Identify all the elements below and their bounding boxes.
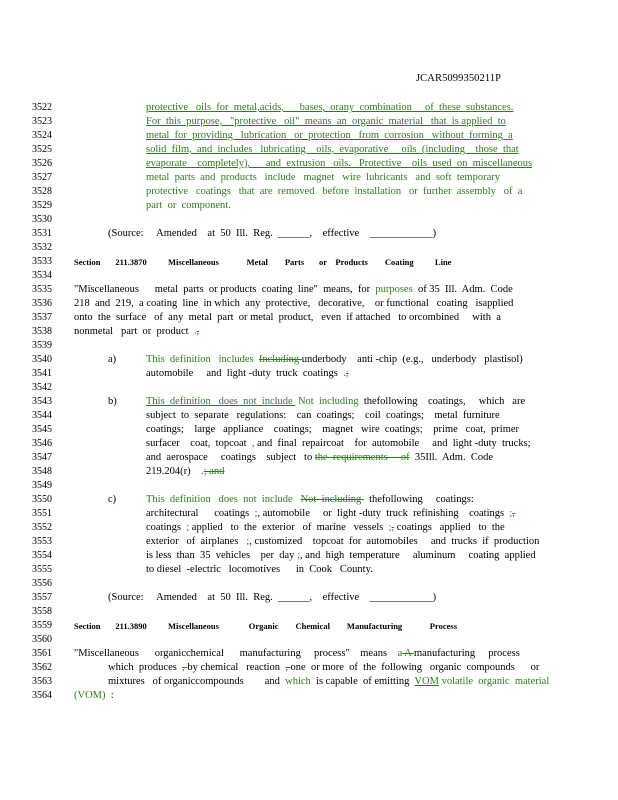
line-text bbox=[146, 535, 539, 549]
line-text bbox=[108, 661, 539, 675]
deleted-text: ; bbox=[345, 368, 349, 379]
line-number: 3562 bbox=[32, 662, 52, 673]
document-line bbox=[0, 157, 618, 171]
inserted-text: VOM bbox=[414, 676, 439, 687]
line-text bbox=[74, 255, 451, 270]
line-number: 3526 bbox=[32, 158, 52, 169]
line-number: 3525 bbox=[32, 144, 52, 155]
line-number: 3547 bbox=[32, 452, 52, 463]
document-line bbox=[0, 661, 618, 675]
deleted-text: A bbox=[402, 648, 414, 659]
line-number: 3530 bbox=[32, 214, 52, 225]
text-run: ) bbox=[432, 228, 437, 239]
text-run: 219.204(r) bbox=[146, 466, 196, 477]
subsection-label: c) bbox=[108, 494, 117, 505]
inserted-text: For this purpose, "protective oil" means an organic material that is applied to bbox=[146, 116, 506, 127]
document-line bbox=[0, 367, 618, 381]
inserted-text: which bbox=[285, 676, 311, 687]
deleted-text: , bbox=[391, 522, 395, 533]
document-line bbox=[0, 493, 618, 507]
text-run: to diesel -electric locomotives in Cook County. bbox=[146, 564, 373, 575]
line-text bbox=[74, 311, 501, 325]
document-line bbox=[0, 437, 618, 451]
text-run: which produces bbox=[108, 662, 183, 673]
line-text bbox=[146, 171, 500, 185]
line-number: 3531 bbox=[32, 228, 52, 239]
document-line bbox=[0, 395, 618, 409]
line-number: 3550 bbox=[32, 494, 52, 505]
inserted-text: metal for providing lubrication or protection from corrosion without forming a bbox=[146, 130, 513, 141]
line-text bbox=[146, 367, 349, 381]
document-line bbox=[0, 143, 618, 157]
text-run: 218 and 219, a coating line in which any protective, decorative, or functional coating isapplied bbox=[74, 298, 514, 309]
line-text bbox=[146, 353, 523, 367]
text-run: ____________ bbox=[369, 592, 433, 603]
line-text bbox=[74, 647, 520, 661]
document-line bbox=[0, 255, 618, 269]
line-text bbox=[74, 619, 457, 634]
text-run: surfacer coat, topcoat bbox=[146, 438, 252, 449]
line-number: 3561 bbox=[32, 648, 52, 659]
text-run: is less than 35 vehicles per day bbox=[146, 550, 298, 561]
text-run: ______ bbox=[278, 592, 310, 603]
line-number: 3539 bbox=[32, 340, 52, 351]
subsection-label: a) bbox=[108, 354, 117, 365]
document-line bbox=[0, 129, 618, 143]
line-number: 3522 bbox=[32, 102, 52, 113]
document-line bbox=[0, 115, 618, 129]
text-run: coatings; large appliance coatings; magnet wire coatings; prime coat, primer bbox=[146, 424, 520, 435]
text-run: , and high temperature aluminum coating applied bbox=[299, 550, 536, 561]
text-run: ) bbox=[432, 592, 437, 603]
line-text bbox=[146, 199, 231, 213]
text-run: coatings bbox=[146, 522, 187, 533]
document-line bbox=[0, 577, 618, 591]
document-line bbox=[0, 213, 618, 227]
text-run: nonmetal part or product bbox=[74, 326, 194, 337]
line-text bbox=[146, 101, 513, 115]
document-line bbox=[0, 381, 618, 395]
inserted-text: This definition does not include bbox=[146, 494, 301, 505]
inserted-text: Not including bbox=[295, 396, 359, 407]
line-number: 3538 bbox=[32, 326, 52, 337]
line-text bbox=[146, 129, 513, 143]
deleted-text: , bbox=[285, 662, 291, 673]
line-text bbox=[74, 283, 513, 297]
line-text bbox=[146, 465, 224, 479]
text-run: one or more of the following organic compounds or bbox=[290, 662, 540, 673]
document-line bbox=[0, 479, 618, 493]
inserted-text: a bbox=[397, 648, 403, 659]
deleted-text: Not including bbox=[300, 494, 364, 505]
document-line bbox=[0, 689, 618, 703]
document-line bbox=[0, 535, 618, 549]
line-text bbox=[146, 395, 525, 409]
line-number: 3524 bbox=[32, 130, 52, 141]
document-line bbox=[0, 647, 618, 661]
line-number: 3546 bbox=[32, 438, 52, 449]
line-number: 3557 bbox=[32, 592, 52, 603]
document-line bbox=[0, 507, 618, 521]
document-line bbox=[0, 297, 618, 311]
text-run: , customized topcoat for automobiles and trucks if production bbox=[249, 536, 540, 547]
deleted-text: ; and bbox=[203, 466, 225, 477]
line-number: 3545 bbox=[32, 424, 52, 435]
line-text bbox=[108, 675, 549, 689]
line-number: 3554 bbox=[32, 550, 52, 561]
text-run: (Source: Amended at 50 Ill. Reg. bbox=[108, 228, 279, 239]
text-run: architectural coatings bbox=[146, 508, 255, 519]
line-text bbox=[74, 689, 114, 703]
document-line bbox=[0, 563, 618, 577]
line-text bbox=[146, 437, 531, 451]
deleted-text: the requirements of bbox=[314, 452, 410, 463]
text-run: thefollowing coatings: bbox=[363, 494, 474, 505]
line-text bbox=[146, 451, 493, 465]
line-number: 3542 bbox=[32, 382, 52, 393]
line-text bbox=[146, 409, 500, 423]
inserted-text: solid film, and includes lubricating oils, evaporative oils (including those that bbox=[146, 144, 519, 155]
text-run: , effective bbox=[309, 228, 370, 239]
deleted-text: , bbox=[196, 326, 200, 337]
document-line bbox=[0, 675, 618, 689]
document-line bbox=[0, 451, 618, 465]
line-number: 3551 bbox=[32, 508, 52, 519]
document-line bbox=[0, 185, 618, 199]
inserted-text: . bbox=[193, 326, 197, 337]
inserted-text: ; bbox=[297, 550, 300, 561]
inserted-text: part or component. bbox=[146, 200, 231, 211]
text-run: and aerospace coatings subject to bbox=[146, 452, 315, 463]
text-run: and final repaircoat for automobile and light -duty trucks; bbox=[254, 438, 531, 449]
line-number: 3536 bbox=[32, 298, 52, 309]
line-number: 3537 bbox=[32, 312, 52, 323]
text-run: exterior of airplanes bbox=[146, 536, 247, 547]
text-run: "Miscellaneous metal parts or products coating line" means, for bbox=[74, 284, 376, 295]
line-text bbox=[146, 521, 505, 535]
text-run: manufacturing process bbox=[413, 648, 520, 659]
text-run: of 35 Ill. Adm. Code bbox=[412, 284, 513, 295]
document-line bbox=[0, 171, 618, 185]
line-text bbox=[108, 227, 436, 241]
document-line bbox=[0, 521, 618, 535]
text-run: thefollowing coatings, which are bbox=[358, 396, 526, 407]
line-number: 3553 bbox=[32, 536, 52, 547]
line-text bbox=[146, 423, 519, 437]
inserted-text: ; bbox=[388, 522, 392, 533]
document-line bbox=[0, 283, 618, 297]
line-number: 3532 bbox=[32, 242, 52, 253]
line-number: 3533 bbox=[32, 256, 52, 267]
line-number: 3527 bbox=[32, 172, 52, 183]
inserted-text: protective coatings that are removed before installation or further assembly of a bbox=[146, 186, 523, 197]
deleted-text: Including bbox=[258, 354, 302, 365]
inserted-text: . bbox=[343, 368, 346, 379]
inserted-text: evaporate completely), and extrusion oils. Protective oils used on miscellaneous bbox=[146, 158, 533, 169]
text-run: by chemical reaction bbox=[187, 662, 286, 673]
line-number: 3563 bbox=[32, 676, 52, 687]
text-run: is capable of emitting bbox=[310, 676, 415, 687]
document-line bbox=[0, 311, 618, 325]
document-line bbox=[0, 353, 618, 367]
line-number: 3558 bbox=[32, 606, 52, 617]
document-line bbox=[0, 325, 618, 339]
line-number: 3529 bbox=[32, 200, 52, 211]
line-text bbox=[146, 157, 532, 171]
document-line bbox=[0, 633, 618, 647]
line-number: 3559 bbox=[32, 620, 52, 631]
line-text bbox=[74, 297, 513, 311]
text-run: onto the surface of any metal part or metal product, even if attached to orcombined with a bbox=[74, 312, 501, 323]
text-run: , automobile or light -duty truck refinishing coatings bbox=[257, 508, 510, 519]
line-number: 3556 bbox=[32, 578, 52, 589]
section-heading: Section 211.3890 Miscellaneous Organic Chemical Manufacturing Process bbox=[74, 621, 458, 631]
document-line bbox=[0, 199, 618, 213]
text-run: mixtures of organiccompounds and bbox=[108, 676, 286, 687]
deleted-text: , bbox=[182, 662, 188, 673]
text-run: , effective bbox=[309, 592, 370, 603]
document-line bbox=[0, 619, 618, 633]
line-number: 3564 bbox=[32, 690, 52, 701]
deleted-text: , bbox=[512, 508, 515, 519]
document-line bbox=[0, 241, 618, 255]
line-text bbox=[146, 549, 536, 563]
document-line bbox=[0, 423, 618, 437]
line-text bbox=[146, 143, 519, 157]
line-number: 3535 bbox=[32, 284, 52, 295]
text-run: ____________ bbox=[369, 228, 433, 239]
line-number: 3541 bbox=[32, 368, 52, 379]
document-line bbox=[0, 269, 618, 283]
line-number: 3534 bbox=[32, 270, 52, 281]
inserted-text: ; bbox=[246, 536, 250, 547]
subsection-label: b) bbox=[108, 396, 117, 407]
line-number: 3528 bbox=[32, 186, 52, 197]
line-number: 3548 bbox=[32, 466, 52, 477]
line-text bbox=[146, 493, 474, 507]
document-line bbox=[0, 591, 618, 605]
inserted-text: volatile organic material bbox=[438, 676, 550, 687]
inserted-text: protective oils for metal,acids, bases, orany combination of these substances. bbox=[146, 102, 514, 113]
inserted-text: purposes bbox=[375, 284, 413, 295]
line-text bbox=[146, 185, 522, 199]
line-text bbox=[108, 591, 436, 605]
document-line bbox=[0, 409, 618, 423]
line-text bbox=[146, 115, 506, 129]
inserted-text: This definition does not include bbox=[146, 396, 296, 407]
section-heading: Section 211.3870 Miscellaneous Metal Parts or Products Coating Line bbox=[74, 257, 452, 267]
inserted-text: ; bbox=[186, 522, 190, 533]
line-number: 3544 bbox=[32, 410, 52, 421]
document-line bbox=[0, 465, 618, 479]
text-run: underbody anti -chip (e.g., underbody plastisol) bbox=[301, 354, 523, 365]
line-number: 3540 bbox=[32, 354, 52, 365]
inserted-text: This definition includes bbox=[146, 354, 259, 365]
line-number: 3523 bbox=[32, 116, 52, 127]
text-run: : bbox=[105, 690, 114, 701]
text-run: coatings applied to the bbox=[394, 522, 505, 533]
line-number: 3555 bbox=[32, 564, 52, 575]
text-run: applied to the exterior of marine vessels bbox=[189, 522, 389, 533]
line-number: 3552 bbox=[32, 522, 52, 533]
text-run: ______ bbox=[278, 228, 310, 239]
text-run: (Source: Amended at 50 Ill. Reg. bbox=[108, 592, 279, 603]
text-run: automobile and light -duty truck coatings bbox=[146, 368, 344, 379]
line-number: 3560 bbox=[32, 634, 52, 645]
text-run: "Miscellaneous organicchemical manufacturing process" means bbox=[74, 648, 398, 659]
inserted-text: ; bbox=[254, 508, 258, 519]
line-text bbox=[146, 507, 515, 521]
document-line bbox=[0, 101, 618, 115]
document-id: JCAR5099350211P bbox=[416, 73, 502, 84]
document-line bbox=[0, 549, 618, 563]
text-run: subject to separate regulations: can coatings; coil coatings; metal furniture bbox=[146, 410, 500, 421]
inserted-text: (VOM) bbox=[74, 690, 106, 701]
inserted-text: metal parts and products include magnet wire lubricants and soft temporary bbox=[146, 172, 500, 183]
line-number: 3543 bbox=[32, 396, 52, 407]
inserted-text: ; bbox=[509, 508, 513, 519]
line-text bbox=[146, 563, 373, 577]
inserted-text: . bbox=[195, 466, 204, 477]
document-line bbox=[0, 605, 618, 619]
inserted-text: , bbox=[251, 438, 255, 449]
document-line bbox=[0, 339, 618, 353]
document-line bbox=[0, 227, 618, 241]
text-run: 35Ill. Adm. Code bbox=[409, 452, 494, 463]
line-text bbox=[74, 325, 199, 339]
line-number: 3549 bbox=[32, 480, 52, 491]
